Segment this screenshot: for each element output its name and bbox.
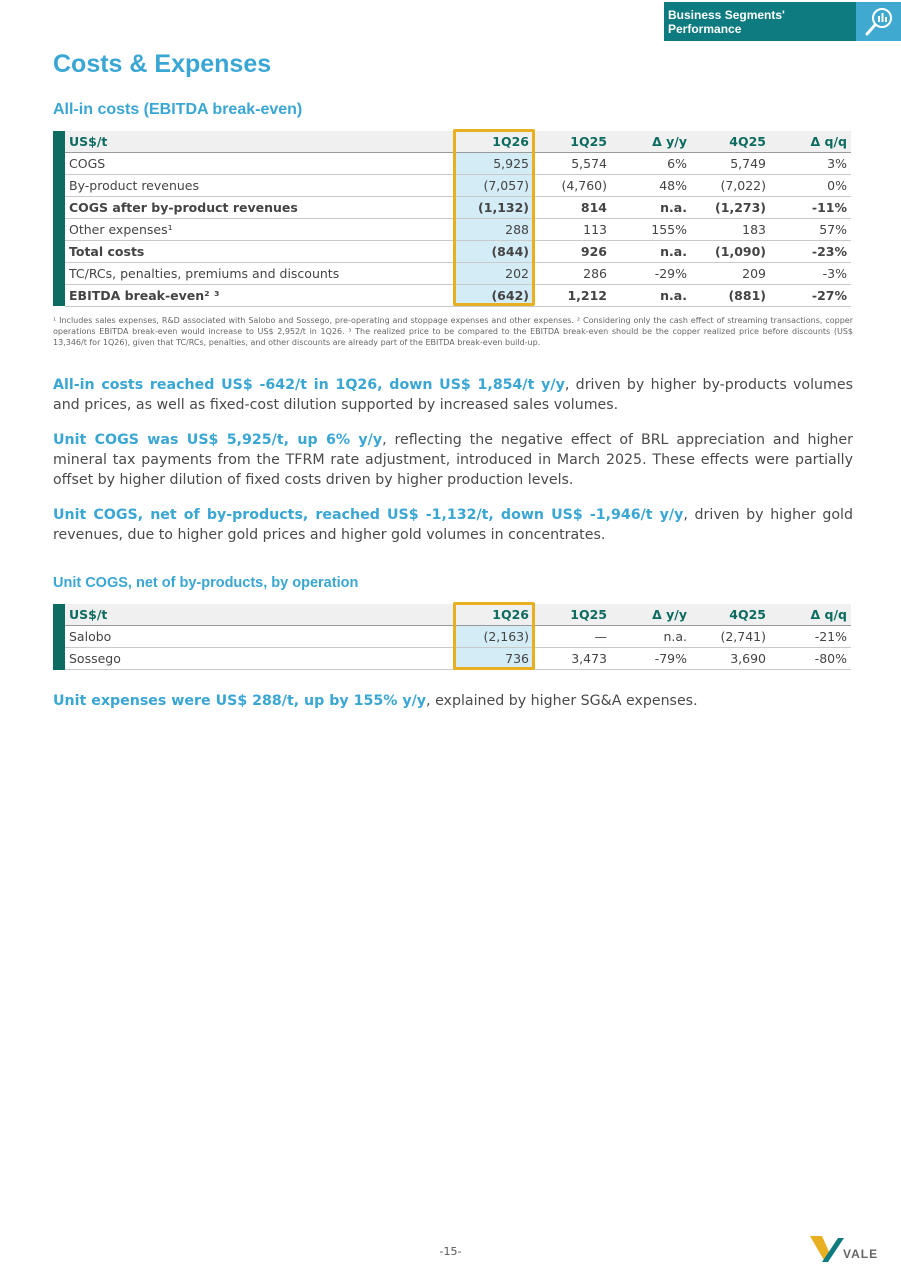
page-title: Costs & Expenses (53, 50, 272, 78)
table-cell: 202 (453, 263, 533, 285)
table-row (65, 626, 851, 648)
table-row (65, 219, 851, 241)
paragraph-highlight: Unit COGS, net of by-products, reached US$ -1,132/t, down US$ -1,946/t y/y (53, 507, 684, 523)
page-number: -15- (439, 1245, 462, 1258)
table-row (65, 263, 851, 285)
table-cell: (1,090) (691, 241, 770, 263)
column-header: 1Q26 (453, 131, 533, 153)
table-cell: n.a. (611, 241, 691, 263)
table-cell: 209 (691, 263, 770, 285)
table-cell: 5,749 (691, 153, 770, 175)
table-cell: 736 (453, 648, 533, 670)
column-header: 1Q25 (533, 131, 611, 153)
table-cell: -29% (611, 263, 691, 285)
paragraph-highlight: All-in costs reached US$ -642/t in 1Q26, down US$ 1,854/t y/y (53, 377, 565, 393)
column-header: Δ y/y (611, 604, 691, 626)
row-label: Sossego (65, 648, 453, 670)
paragraph-text: , driven by higher by-products volumes and prices, as well as fixed-cost dilution supported by increased sales volumes. (53, 377, 853, 413)
row-label: COGS after by-product revenues (65, 197, 453, 219)
section-title-all-in-costs: All-in costs (EBITDA break-even) (53, 101, 303, 118)
table-footnote: ¹ Includes sales expenses, R&D associated with Salobo and Sossego, pre-operating and stoppage expenses and other expenses. ² Considering only the cash effect of streaming transactions, copper operations EBITDA break-even would increase to US$ 2,952/t in 1Q26. ³ The realized price to be compared to the EBITDA break-even should be the copper realized price before discounts (US$ 13,346/t for 1Q26), given that TC/RCs, penalties, and other discounts are already part of the EBITDA break-even build-up. (53, 316, 853, 347)
table-cell: n.a. (611, 197, 691, 219)
column-header: 1Q26 (453, 604, 533, 626)
table-cell: -23% (770, 241, 851, 263)
logo-text: VALE (843, 1247, 879, 1261)
table-cell: n.a. (611, 626, 691, 648)
table-cell: -79% (611, 648, 691, 670)
table-cell: (7,057) (453, 175, 533, 197)
table-cell: 155% (611, 219, 691, 241)
table-cell: (2,163) (453, 626, 533, 648)
section-tab-label: Business Segments' Performance (668, 7, 785, 36)
table-cell: 48% (611, 175, 691, 197)
table-accent-bar (53, 604, 65, 670)
paragraph-unit-cogs-net (53, 505, 853, 545)
column-header: US$/t (65, 131, 453, 153)
table-cell: 6% (611, 153, 691, 175)
table-cell: 0% (770, 175, 851, 197)
table-cell: n.a. (611, 285, 691, 307)
table-cell: 926 (533, 241, 611, 263)
column-header: Δ q/q (770, 131, 851, 153)
row-label: Salobo (65, 626, 453, 648)
magnifier-chart-icon (856, 2, 901, 41)
table-cell: 814 (533, 197, 611, 219)
table-cell: -11% (770, 197, 851, 219)
column-header: Δ y/y (611, 131, 691, 153)
paragraph-text: , explained by higher SG&A expenses. (426, 693, 698, 709)
table-header-row (65, 131, 851, 153)
table-row (65, 197, 851, 219)
table-cell: 3,473 (533, 648, 611, 670)
table-cell: (7,022) (691, 175, 770, 197)
table-cell: 113 (533, 219, 611, 241)
by-operation-table (53, 604, 851, 670)
column-header: 1Q25 (533, 604, 611, 626)
table-row (65, 285, 851, 307)
table-row (65, 648, 851, 670)
table-row (65, 153, 851, 175)
row-label: By-product revenues (65, 175, 453, 197)
paragraph-highlight: Unit expenses were US$ 288/t, up by 155% y/y (53, 693, 427, 709)
table-cell: (2,741) (691, 626, 770, 648)
table-cell: 5,925 (453, 153, 533, 175)
column-header: Δ q/q (770, 604, 851, 626)
row-label: Total costs (65, 241, 453, 263)
section-title-by-operation: Unit COGS, net of by-products, by operation (53, 575, 359, 591)
table-cell: 1,212 (533, 285, 611, 307)
table-cell: 183 (691, 219, 770, 241)
table-cell: -80% (770, 648, 851, 670)
table-accent-bar (53, 131, 65, 306)
table-cell: -27% (770, 285, 851, 307)
table-cell: 3% (770, 153, 851, 175)
table-cell: -21% (770, 626, 851, 648)
table-cell: (881) (691, 285, 770, 307)
table-cell: 3,690 (691, 648, 770, 670)
table-cell: (642) (453, 285, 533, 307)
column-header: 4Q25 (691, 604, 770, 626)
table-header-row (65, 604, 851, 626)
paragraph-all-in-costs (53, 375, 853, 415)
table-cell: 5,574 (533, 153, 611, 175)
table-cell: 286 (533, 263, 611, 285)
paragraph-text: , driven by higher gold revenues, due to higher gold prices and higher gold volumes in concentrates. (53, 507, 853, 543)
row-label: Other expenses¹ (65, 219, 453, 241)
table-cell: (844) (453, 241, 533, 263)
paragraph-unit-cogs (53, 430, 853, 490)
table-cell: 57% (770, 219, 851, 241)
column-header: 4Q25 (691, 131, 770, 153)
table-cell: -3% (770, 263, 851, 285)
paragraph-text: , reflecting the negative effect of BRL appreciation and higher mineral tax payments from the TFRM rate adjustment, introduced in March 2025. These effects were partially offset by higher dilution of fixed costs driven by higher production levels. (53, 432, 853, 488)
row-label: TC/RCs, penalties, premiums and discounts (65, 263, 453, 285)
paragraph-unit-expenses (53, 691, 853, 711)
table-cell: (4,760) (533, 175, 611, 197)
row-label: EBITDA break-even² ³ (65, 285, 453, 307)
table-cell: 288 (453, 219, 533, 241)
table-row (65, 241, 851, 263)
paragraph-highlight: Unit COGS was US$ 5,925/t, up 6% y/y (53, 432, 383, 448)
all-in-costs-table (53, 131, 851, 306)
table-cell: — (533, 626, 611, 648)
table-cell: (1,132) (453, 197, 533, 219)
column-header: US$/t (65, 604, 453, 626)
section-tab (664, 2, 856, 41)
table-row (65, 175, 851, 197)
table-cell: (1,273) (691, 197, 770, 219)
row-label: COGS (65, 153, 453, 175)
